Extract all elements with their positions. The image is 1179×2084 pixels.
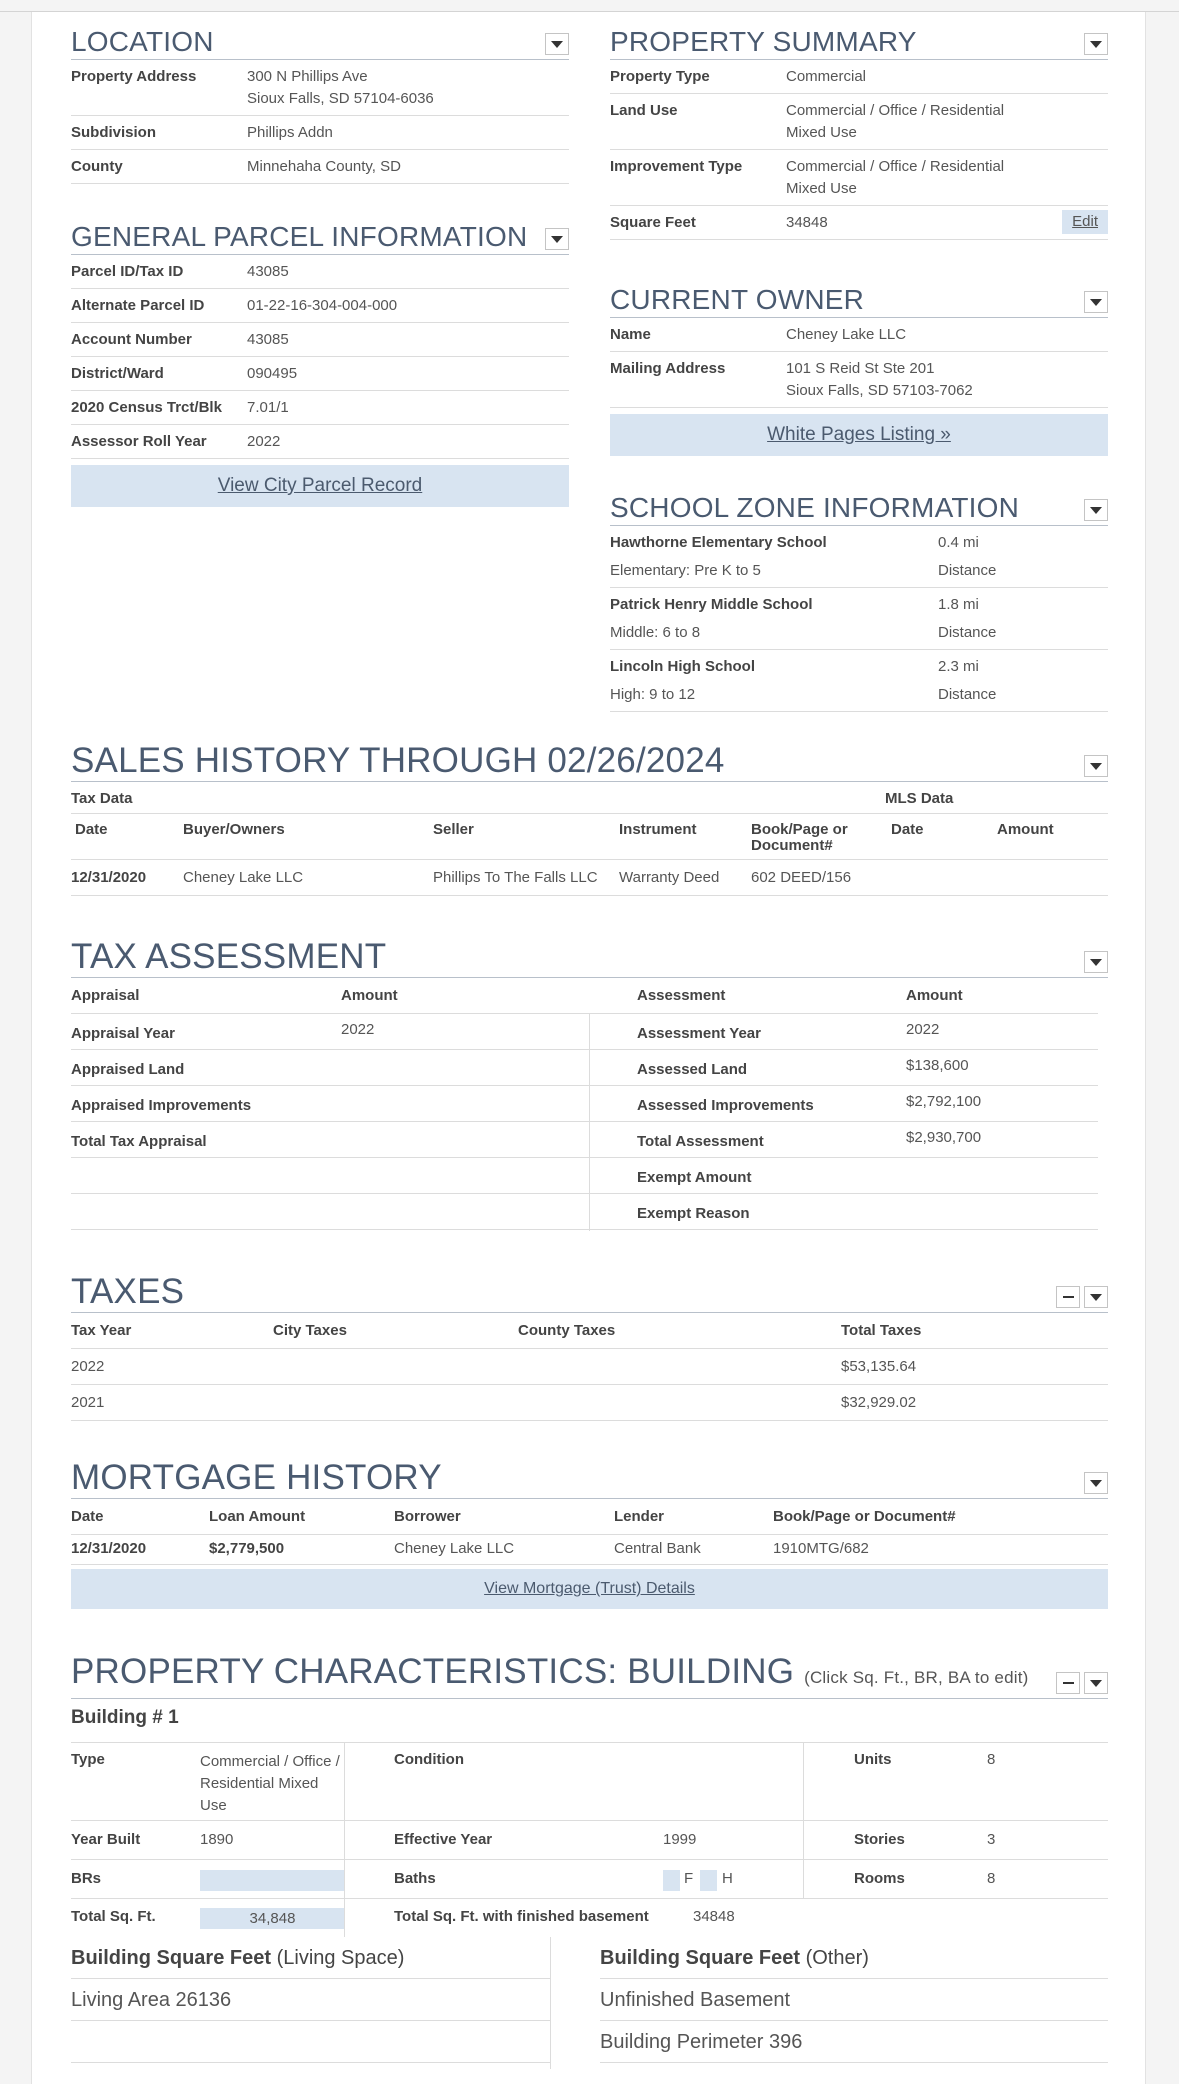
owner-value-line: 101 S Reid St Ste 201 bbox=[786, 360, 935, 377]
appraisal-label: Appraised Improvements bbox=[71, 1097, 252, 1114]
summary-label: Land Use bbox=[610, 102, 678, 119]
building-subtitle: (Click Sq. Ft., BR, BA to edit) bbox=[804, 1668, 1029, 1687]
rooms-label: Rooms bbox=[854, 1870, 905, 1887]
units-label: Units bbox=[854, 1751, 892, 1768]
sales-cell: 12/31/2020 bbox=[71, 869, 147, 886]
brs-label: BRs bbox=[71, 1870, 102, 1887]
assessment-header: Assessment bbox=[637, 987, 726, 1004]
appraisal-label: Total Tax Appraisal bbox=[71, 1133, 207, 1150]
parcel-label: Account Number bbox=[71, 331, 192, 348]
taxes-column-header: County Taxes bbox=[518, 1322, 616, 1339]
parcel-value bbox=[247, 397, 289, 419]
location-row bbox=[71, 116, 569, 150]
location-row bbox=[71, 60, 569, 116]
minimize-icon[interactable] bbox=[1056, 1286, 1080, 1308]
units-value: 8 bbox=[987, 1751, 996, 1768]
location-value-line: Minnehaha County, SD bbox=[247, 158, 401, 175]
school-grades: Middle: 6 to 8 bbox=[610, 624, 701, 641]
effective-year-label: Effective Year bbox=[394, 1831, 493, 1848]
summary-label: Square Feet bbox=[610, 214, 696, 231]
stories-value: 3 bbox=[987, 1831, 996, 1848]
location-value-line: Sioux Falls, SD 57104-6036 bbox=[247, 90, 434, 107]
current-owner-section bbox=[610, 270, 1108, 456]
collapse-toggle-icon[interactable] bbox=[1084, 951, 1108, 973]
total-sqft-basement-value: 34848 bbox=[693, 1908, 735, 1925]
assessment-table bbox=[589, 978, 1098, 1230]
mortgage-column-header: Lender bbox=[614, 1508, 665, 1525]
taxes-cell: 2022 bbox=[71, 1358, 105, 1375]
assessment-value: $2,930,700 bbox=[906, 1129, 982, 1146]
summary-label: Property Type bbox=[610, 68, 710, 85]
appraisal-table bbox=[71, 978, 589, 1230]
taxes-row bbox=[71, 1385, 1108, 1421]
school-distance-label: Distance bbox=[938, 624, 997, 641]
parcel-label: Parcel ID/Tax ID bbox=[71, 263, 184, 280]
assessment-row bbox=[589, 1050, 1098, 1086]
mortgage-column-header: Borrower bbox=[394, 1508, 461, 1525]
mortgage-history-header bbox=[71, 1451, 1108, 1499]
location-value bbox=[247, 66, 434, 110]
year-built-value: 1890 bbox=[200, 1831, 234, 1848]
summary-value-line: Commercial / Office / Residential bbox=[786, 102, 1005, 119]
taxes-column-header: Total Taxes bbox=[841, 1322, 922, 1339]
building-header bbox=[71, 1651, 1108, 1699]
appraisal-row bbox=[71, 1122, 589, 1158]
parcel-row bbox=[71, 391, 569, 425]
location-header bbox=[71, 12, 569, 60]
summary-row bbox=[610, 94, 1108, 150]
parcel-value bbox=[247, 329, 289, 351]
taxes-column-header: City Taxes bbox=[273, 1322, 347, 1339]
school-distance: 2.3 mi bbox=[938, 658, 979, 675]
mortgage-column-header: Book/Page or Document# bbox=[773, 1508, 956, 1525]
current-owner-header bbox=[610, 270, 1108, 318]
assessment-header-row bbox=[589, 978, 1098, 1014]
baths-label: Baths bbox=[394, 1870, 436, 1887]
sales-history-header bbox=[71, 734, 1108, 782]
parcel-value bbox=[247, 295, 397, 317]
sales-history-section bbox=[71, 734, 1108, 896]
mortgage-column-header: Loan Amount bbox=[209, 1508, 306, 1525]
taxes-row bbox=[71, 1349, 1108, 1385]
school-zone-title: SCHOOL ZONE INFORMATION bbox=[610, 492, 1020, 523]
school-row bbox=[610, 650, 1108, 712]
other-area-item: Building Perimeter 396 bbox=[600, 2021, 1108, 2063]
sales-column-header: Date bbox=[75, 821, 108, 838]
sales-row bbox=[71, 860, 1108, 896]
taxes-title: TAXES bbox=[71, 1272, 185, 1311]
parcel-row bbox=[71, 357, 569, 391]
property-summary-title: PROPERTY SUMMARY bbox=[610, 26, 917, 57]
collapse-toggle-icon[interactable] bbox=[1084, 291, 1108, 313]
assessment-amount-header: Amount bbox=[906, 987, 963, 1004]
half-baths-label: H bbox=[722, 1870, 733, 1887]
sales-column-header: Date bbox=[891, 821, 924, 838]
building-title-text: PROPERTY CHARACTERISTICS: BUILDING bbox=[71, 1652, 795, 1691]
total-sqft-input[interactable]: 34,848 bbox=[200, 1908, 345, 1929]
sales-column-header: Buyer/Owners bbox=[183, 821, 285, 838]
assessment-value: 2022 bbox=[906, 1021, 940, 1038]
owner-value-line: Sioux Falls, SD 57103-7062 bbox=[786, 382, 973, 399]
assessment-label: Assessed Improvements bbox=[637, 1097, 814, 1114]
taxes-cell: $32,929.02 bbox=[841, 1394, 917, 1411]
total-sqft-label: Total Sq. Ft. bbox=[71, 1908, 156, 1925]
taxes-section bbox=[71, 1265, 1108, 1421]
view-city-parcel-record-button[interactable]: View City Parcel Record bbox=[71, 465, 569, 507]
living-heading-rest: (Living Space) bbox=[271, 1947, 405, 1969]
parcel-value bbox=[247, 261, 289, 283]
general-parcel-section bbox=[71, 207, 569, 507]
school-distance: 1.8 mi bbox=[938, 596, 979, 613]
mortgage-cell: Cheney Lake LLC bbox=[394, 1540, 515, 1557]
appraisal-header: Appraisal bbox=[71, 987, 140, 1004]
collapse-toggle-icon[interactable] bbox=[1084, 1472, 1108, 1494]
stories-label: Stories bbox=[854, 1831, 905, 1848]
mortgage-row bbox=[71, 1535, 1108, 1565]
summary-row bbox=[610, 150, 1108, 206]
collapse-toggle-icon[interactable] bbox=[1084, 1286, 1108, 1308]
parcel-value-line: 2022 bbox=[247, 433, 281, 450]
taxes-column-header: Tax Year bbox=[71, 1322, 132, 1339]
assessment-value: $2,792,100 bbox=[906, 1093, 982, 1110]
summary-value-line: Commercial / Office / Residential bbox=[786, 158, 1005, 175]
appraisal-row bbox=[71, 1194, 589, 1230]
summary-row bbox=[610, 206, 1108, 240]
sales-column-header: Instrument bbox=[619, 821, 697, 838]
collapse-toggle-icon[interactable] bbox=[545, 33, 569, 55]
other-area-item: Unfinished Basement bbox=[600, 1979, 1108, 2021]
building-title bbox=[71, 1652, 1029, 1698]
location-value-line: Phillips Addn bbox=[247, 124, 333, 141]
school-name: Hawthorne Elementary School bbox=[610, 534, 827, 551]
rooms-value: 8 bbox=[987, 1870, 996, 1887]
mortgage-column-header: Date bbox=[71, 1508, 104, 1525]
location-label: Property Address bbox=[71, 68, 197, 85]
assessment-row bbox=[589, 1194, 1098, 1230]
other-space-heading bbox=[600, 1937, 1108, 1979]
parcel-value-line: 43085 bbox=[247, 331, 289, 348]
edit-square-feet-button[interactable]: Edit bbox=[1062, 210, 1108, 234]
parcel-value-line: 01-22-16-304-004-000 bbox=[247, 297, 398, 314]
full-baths-input[interactable] bbox=[663, 1870, 680, 1891]
collapse-toggle-icon[interactable] bbox=[545, 228, 569, 250]
assessment-label: Assessment Year bbox=[637, 1025, 761, 1042]
location-value bbox=[247, 122, 333, 144]
assessment-row bbox=[589, 1158, 1098, 1194]
summary-value bbox=[786, 66, 866, 88]
collapse-toggle-icon[interactable] bbox=[1084, 1672, 1108, 1694]
sales-header-row bbox=[71, 814, 1108, 860]
school-name: Lincoln High School bbox=[610, 658, 755, 675]
general-parcel-title: GENERAL PARCEL INFORMATION bbox=[71, 221, 528, 252]
general-parcel-header bbox=[71, 207, 569, 255]
parcel-row bbox=[71, 289, 569, 323]
total-sqft-basement-label: Total Sq. Ft. with finished basement bbox=[394, 1908, 649, 1925]
location-label: County bbox=[71, 158, 123, 175]
living-space-heading bbox=[71, 1937, 550, 1979]
assessment-label: Assessed Land bbox=[637, 1061, 748, 1078]
owner-row bbox=[610, 318, 1108, 352]
other-heading-rest: (Other) bbox=[800, 1947, 869, 1969]
location-section bbox=[71, 12, 569, 184]
property-summary-header bbox=[610, 12, 1108, 60]
type-label: Type bbox=[71, 1751, 105, 1768]
appraisal-row bbox=[71, 1158, 589, 1194]
assessment-row bbox=[589, 1014, 1098, 1050]
assessment-value: $138,600 bbox=[906, 1057, 969, 1074]
building-grid bbox=[71, 1743, 1108, 2070]
assessment-row bbox=[589, 1086, 1098, 1122]
mortgage-history-title: MORTGAGE HISTORY bbox=[71, 1458, 442, 1497]
parcel-label: 2020 Census Trct/Blk bbox=[71, 399, 222, 416]
sales-column-header: Seller bbox=[433, 821, 474, 838]
living-heading-bold: Building Square Feet bbox=[71, 1947, 272, 1969]
brs-input[interactable] bbox=[200, 1870, 345, 1891]
owner-label: Name bbox=[610, 326, 651, 343]
sales-cell: Warranty Deed bbox=[619, 869, 720, 886]
parcel-label: District/Ward bbox=[71, 365, 164, 382]
type-value: Commercial / Office / Residential Mixed Use bbox=[200, 1753, 340, 1814]
tax-data-label: Tax Data bbox=[71, 790, 133, 807]
summary-value-line: 34848 bbox=[786, 214, 828, 231]
collapse-toggle-icon[interactable] bbox=[1084, 33, 1108, 55]
location-label: Subdivision bbox=[71, 124, 157, 141]
current-owner-title: CURRENT OWNER bbox=[610, 284, 865, 315]
white-pages-listing-button[interactable]: White Pages Listing » bbox=[610, 414, 1108, 456]
appraisal-row bbox=[71, 1050, 589, 1086]
appraisal-label: Appraisal Year bbox=[71, 1025, 175, 1042]
summary-value-line: Mixed Use bbox=[786, 124, 857, 141]
effective-year-value: 1999 bbox=[663, 1831, 697, 1848]
summary-label: Improvement Type bbox=[610, 158, 743, 175]
assessment-label: Exempt Amount bbox=[637, 1169, 752, 1186]
parcel-row bbox=[71, 323, 569, 357]
living-area-item bbox=[71, 2021, 550, 2063]
view-mortgage-details-button[interactable]: View Mortgage (Trust) Details bbox=[71, 1569, 1108, 1609]
assessment-row bbox=[589, 1122, 1098, 1158]
appraisal-amount-header: Amount bbox=[341, 987, 398, 1004]
owner-row bbox=[610, 352, 1108, 408]
mortgage-history-section bbox=[71, 1451, 1108, 1609]
summary-value-line: Mixed Use bbox=[786, 180, 857, 197]
property-summary-section bbox=[610, 12, 1108, 240]
summary-value bbox=[786, 156, 1004, 200]
taxes-header bbox=[71, 1265, 1108, 1313]
summary-value bbox=[786, 100, 1004, 144]
tax-assessment-section bbox=[71, 930, 1108, 1231]
owner-value-line: Cheney Lake LLC bbox=[786, 326, 907, 343]
location-title: LOCATION bbox=[71, 26, 214, 57]
parcel-value bbox=[247, 363, 297, 385]
sales-cell: Cheney Lake LLC bbox=[183, 869, 304, 886]
school-grades: High: 9 to 12 bbox=[610, 686, 696, 703]
school-distance-label: Distance bbox=[938, 562, 997, 579]
mortgage-cell: $2,779,500 bbox=[209, 1540, 285, 1557]
owner-label: Mailing Address bbox=[610, 360, 726, 377]
mortgage-cell: 12/31/2020 bbox=[71, 1540, 147, 1557]
parcel-label: Alternate Parcel ID bbox=[71, 297, 205, 314]
year-built-label: Year Built bbox=[71, 1831, 141, 1848]
parcel-row bbox=[71, 425, 569, 459]
appraisal-label: Appraised Land bbox=[71, 1061, 185, 1078]
taxes-cell: $53,135.64 bbox=[841, 1358, 917, 1375]
building-characteristics-section bbox=[71, 1651, 1108, 2070]
parcel-value bbox=[247, 431, 280, 453]
summary-value bbox=[786, 212, 828, 234]
sales-column-header: Amount bbox=[997, 821, 1054, 838]
summary-row bbox=[610, 60, 1108, 94]
building-number: Building # 1 bbox=[71, 1699, 1108, 1743]
school-row bbox=[610, 526, 1108, 588]
school-distance: 0.4 mi bbox=[938, 534, 979, 551]
collapse-toggle-icon[interactable] bbox=[1084, 755, 1108, 777]
assessment-label: Total Assessment bbox=[637, 1133, 764, 1150]
appraisal-row bbox=[71, 1014, 589, 1050]
school-zone-header bbox=[610, 478, 1108, 526]
school-grades: Elementary: Pre K to 5 bbox=[610, 562, 761, 579]
minimize-icon[interactable] bbox=[1056, 1672, 1080, 1694]
parcel-label: Assessor Roll Year bbox=[71, 433, 207, 450]
sales-history-title: SALES HISTORY THROUGH 02/26/2024 bbox=[71, 741, 725, 780]
owner-value bbox=[786, 358, 973, 402]
tax-assessment-title: TAX ASSESSMENT bbox=[71, 937, 387, 976]
half-baths-input[interactable] bbox=[700, 1870, 717, 1891]
mortgage-header-row bbox=[71, 1499, 1108, 1535]
mls-data-label: MLS Data bbox=[885, 790, 954, 807]
parcel-value-line: 090495 bbox=[247, 365, 298, 382]
parcel-row bbox=[71, 255, 569, 289]
taxes-header-row bbox=[71, 1313, 1108, 1349]
owner-value bbox=[786, 324, 906, 346]
full-baths-label: F bbox=[684, 1870, 694, 1887]
assessment-label: Exempt Reason bbox=[637, 1205, 750, 1222]
appraisal-row bbox=[71, 1086, 589, 1122]
sales-column-header: Book/Page or Document# bbox=[751, 821, 848, 854]
parcel-value-line: 7.01/1 bbox=[247, 399, 289, 416]
appraisal-header-row bbox=[71, 978, 589, 1014]
living-area-item: Living Area 26136 bbox=[71, 1979, 550, 2021]
appraisal-value: 2022 bbox=[341, 1021, 375, 1038]
school-row bbox=[610, 588, 1108, 650]
school-distance-label: Distance bbox=[938, 686, 997, 703]
tax-assessment-header bbox=[71, 930, 1108, 978]
summary-value-line: Commercial bbox=[786, 68, 867, 85]
sales-cell: Phillips To The Falls LLC bbox=[433, 869, 598, 886]
other-heading-bold: Building Square Feet bbox=[600, 1947, 801, 1969]
school-name: Patrick Henry Middle School bbox=[610, 596, 813, 613]
location-row bbox=[71, 150, 569, 184]
square-feet-tables bbox=[71, 1937, 1108, 2069]
sales-cell: 602 DEED/156 bbox=[751, 869, 852, 886]
mortgage-cell: Central Bank bbox=[614, 1540, 701, 1557]
parcel-value-line: 43085 bbox=[247, 263, 289, 280]
taxes-cell: 2021 bbox=[71, 1394, 105, 1411]
collapse-toggle-icon[interactable] bbox=[1084, 499, 1108, 521]
mortgage-cell: 1910MTG/682 bbox=[773, 1540, 869, 1557]
location-value-line: 300 N Phillips Ave bbox=[247, 68, 368, 85]
condition-label: Condition bbox=[394, 1751, 464, 1768]
sales-group-header bbox=[71, 782, 1108, 814]
school-zone-section bbox=[610, 478, 1108, 712]
location-value bbox=[247, 156, 401, 178]
